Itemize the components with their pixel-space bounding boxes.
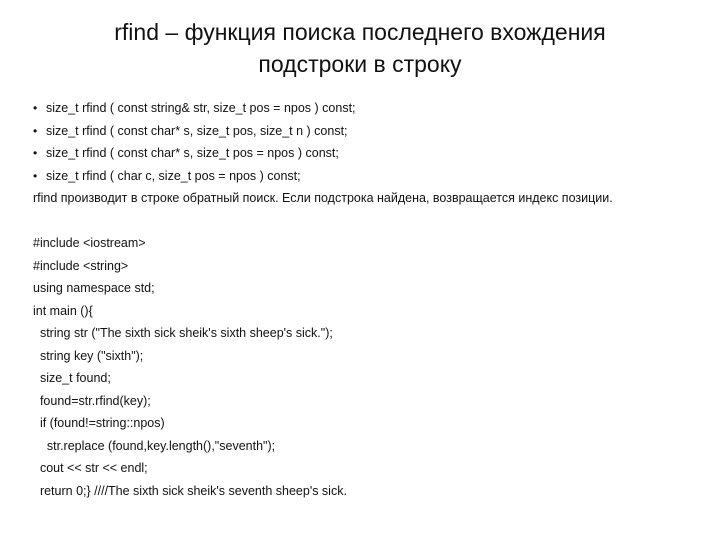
bullet-item: [33, 165, 693, 188]
bullet-text: size_t rfind ( const char* s, size_t pos, size_t n ) const;: [46, 123, 348, 138]
bullet-icon: •: [33, 168, 38, 183]
code-line: found=str.rfind(key);: [33, 393, 151, 408]
bullet-item: [33, 142, 693, 165]
code-line: using namespace std;: [33, 281, 155, 295]
bullet-item: [33, 120, 693, 143]
code-line: int main (){: [33, 303, 93, 318]
title-line-1: rfind – функция поиска последнего вхождения: [114, 19, 606, 45]
code-line: #include <iostream>: [33, 236, 146, 250]
code-line: #include <string>: [33, 258, 129, 273]
title-line-2: подстроки в строку: [258, 51, 462, 77]
code-line: size_t found;: [33, 371, 111, 385]
code-line: if (found!=string::npos): [33, 416, 165, 430]
code-line: return 0;} ////The sixth sick sheik's seventh sheep's sick.: [33, 483, 347, 498]
bullet-icon: •: [33, 101, 38, 115]
slide-body: [33, 97, 693, 502]
code-line: cout << str << endl;: [33, 461, 148, 475]
description-text: rfind производит в строке обратный поиск. Если подстрока найдена, возвращается индекс позиции.: [33, 191, 613, 205]
bullet-icon: •: [33, 123, 38, 138]
code-line: string str ("The sixth sick sheik's sixth sheep's sick.");: [33, 326, 333, 340]
bullet-item: [33, 97, 693, 120]
code-line: string key ("sixth");: [33, 348, 144, 363]
bullet-text: size_t rfind ( const string& str, size_t pos = npos ) const;: [46, 101, 356, 115]
bullet-icon: •: [33, 146, 38, 160]
bullet-text: size_t rfind ( const char* s, size_t pos = npos ) const;: [46, 146, 339, 160]
slide-title: [40, 16, 680, 80]
code-line: str.replace (found,key.length(),"seventh");: [33, 438, 276, 453]
blank-line: [33, 210, 693, 233]
bullet-text: size_t rfind ( char c, size_t pos = npos ) const;: [46, 168, 301, 183]
